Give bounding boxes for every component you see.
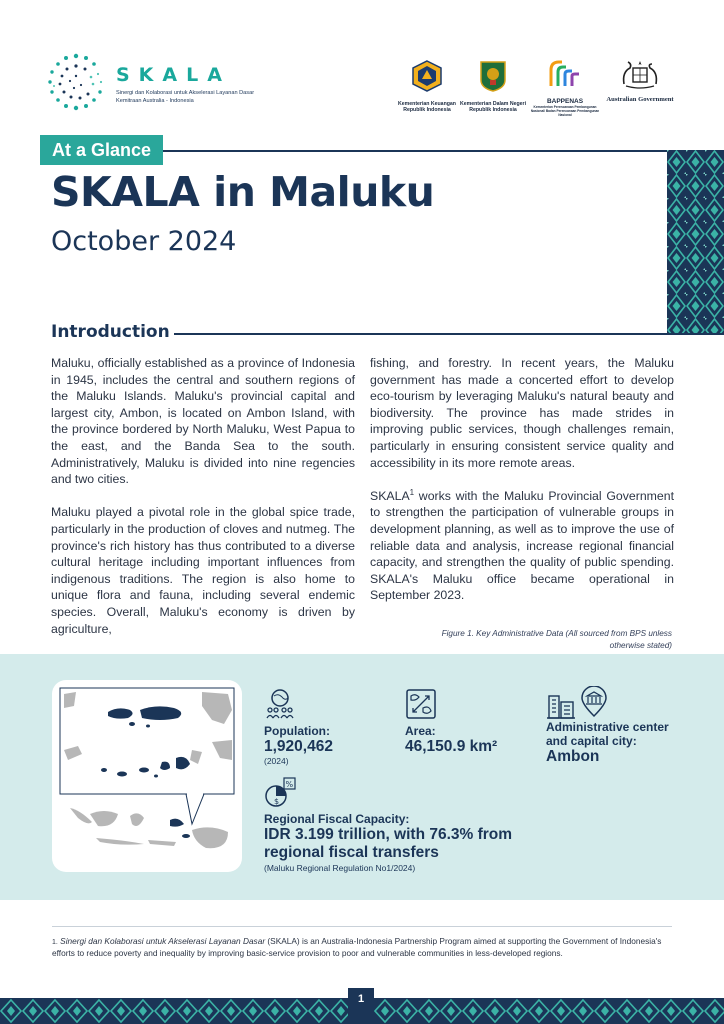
area-map-icon bbox=[405, 688, 437, 720]
skala-word: SKALA bbox=[370, 488, 410, 503]
intro-paragraph: fishing, and forestry. In recent years, the Maluku government has made a concerted effort to develop eco-tourism by leveraging Maluku's natural beauty and biodiversity. The province has made strides in improving public services, though challenges remain, particularly in ensuring consistent service quality and accessibility in its more remote areas. bbox=[370, 356, 674, 470]
intro-rule bbox=[174, 333, 724, 335]
footnote-rule bbox=[52, 926, 672, 927]
capital-value: Ambon bbox=[546, 748, 600, 765]
footnote-marker[interactable]: 1 bbox=[409, 487, 415, 497]
footnote bbox=[52, 936, 676, 959]
logo-subtitle-2: Kemitraan Australia - Indonesia bbox=[116, 98, 194, 104]
logo-wordmark: SKALA bbox=[116, 64, 231, 86]
skala-logo bbox=[46, 52, 255, 118]
skala-paragraph-text: works with the Maluku Provincial Government to strengthen the participation of vulnerable groups in development planning, as well as to improve the use of reliable data and analysis, increase regional financial capacity, and strengthen the quality of public spending. SKALA's Maluku office became operational in September 2023. bbox=[370, 488, 674, 603]
intro-paragraph: Maluku played a pivotal role in the global spice trade, particularly in the production of cloves and nutmeg. The province's rich history has thus contributed to a diverse cultural heritage including important influences from indigenous traditions. The region is also home to unique flora and fauna, including several endemic species. Overall, Maluku's economy is driven by agriculture, bbox=[51, 505, 355, 636]
logo-subtitle: Sinergi dan Kolaborasi untuk Akselerasi Layanan Dasar bbox=[116, 90, 255, 96]
partner-kemendagri-name: Kementerian Dalam Negeri bbox=[459, 101, 527, 107]
at-a-glance-badge: At a Glance bbox=[40, 135, 163, 165]
population-year: (2024) bbox=[264, 756, 289, 766]
australian-coat-of-arms-icon bbox=[620, 60, 660, 90]
population-label: Population: bbox=[264, 724, 330, 738]
page-subtitle: October 2024 bbox=[51, 226, 237, 257]
area-label: Area: bbox=[405, 724, 436, 738]
footnote-program-name: Sinergi dan Kolaborasi untuk Akselerasi Layanan Dasar bbox=[60, 936, 266, 946]
capital-label-2: and capital city: bbox=[546, 734, 637, 748]
side-pattern-decoration bbox=[667, 150, 724, 334]
footnote-text: (SKALA) is an Australia-Indonesia Partnership Program aimed at supporting the Government of Indonesia's efforts to reduce poverty and inequality by improving basic-service provision to poor and vulnerable communities in less-developed regions. bbox=[52, 936, 662, 958]
page-number: 1 bbox=[348, 988, 374, 1024]
partner-bappenas-sub: Kementerian Perencanaan Pembangunan Nasional/ Badan Perencanaan Pembangunan Nasional bbox=[530, 105, 600, 118]
population-icon bbox=[264, 688, 296, 720]
intro-column-left bbox=[51, 355, 355, 654]
partner-kemenkeu-sub: Republik Indonesia bbox=[403, 107, 451, 114]
intro-column-right bbox=[370, 355, 674, 621]
partner-australian-government-name: Australian Government bbox=[606, 96, 674, 103]
partner-bappenas bbox=[530, 58, 600, 117]
fiscal-icon bbox=[264, 776, 296, 808]
partner-kemenkeu-name: Kementerian Keuangan bbox=[398, 101, 456, 107]
page-title: SKALA in Maluku bbox=[51, 168, 435, 216]
area-value: 46,150.9 km² bbox=[405, 738, 498, 755]
skala-logo-mark-icon bbox=[46, 52, 106, 112]
partner-bappenas-name: BAPPENAS bbox=[546, 98, 584, 105]
fiscal-value-2: regional fiscal transfers bbox=[264, 844, 439, 861]
footnote-number: 1. bbox=[52, 939, 58, 946]
kemenkeu-emblem-icon bbox=[411, 60, 443, 92]
kemendagri-emblem-icon bbox=[479, 60, 507, 92]
fiscal-label: Regional Fiscal Capacity: bbox=[264, 812, 410, 826]
svg-text:%: % bbox=[285, 780, 294, 789]
bappenas-logo-icon bbox=[548, 58, 582, 90]
partner-australian-government bbox=[604, 60, 676, 103]
partner-kemendagri bbox=[458, 60, 528, 113]
intro-paragraph: Maluku, officially established as a province of Indonesia in 1945, includes the central and southern regions of the Maluku Islands. Maluku's provincial capital and largest city, Ambon, is located on Ambon Island, with the province bordered by North Maluku, West Papua to the east, and the Banda Sea to the south. Administratively, Maluku is divided into nine regencies and two cities. bbox=[51, 356, 355, 487]
population-value: 1,920,462 bbox=[264, 738, 333, 755]
partner-kemenkeu bbox=[398, 60, 456, 113]
partner-kemendagri-sub: Republik Indonesia bbox=[469, 107, 517, 114]
government-pin-icon bbox=[580, 686, 608, 718]
fiscal-source: (Maluku Regional Regulation No1/2024) bbox=[264, 863, 416, 873]
fiscal-value: IDR 3.199 trillion, with 76.3% from bbox=[264, 826, 513, 843]
capital-label: Administrative center bbox=[546, 720, 669, 734]
figure-caption: Figure 1. Key Administrative Data (All sourced from BPS unless otherwise stated) bbox=[441, 629, 672, 650]
intro-paragraph-skala bbox=[370, 488, 674, 604]
maluku-location-map bbox=[52, 680, 242, 872]
intro-heading: Introduction bbox=[51, 322, 170, 342]
svg-text:$: $ bbox=[274, 797, 280, 806]
city-buildings-icon bbox=[546, 688, 576, 720]
